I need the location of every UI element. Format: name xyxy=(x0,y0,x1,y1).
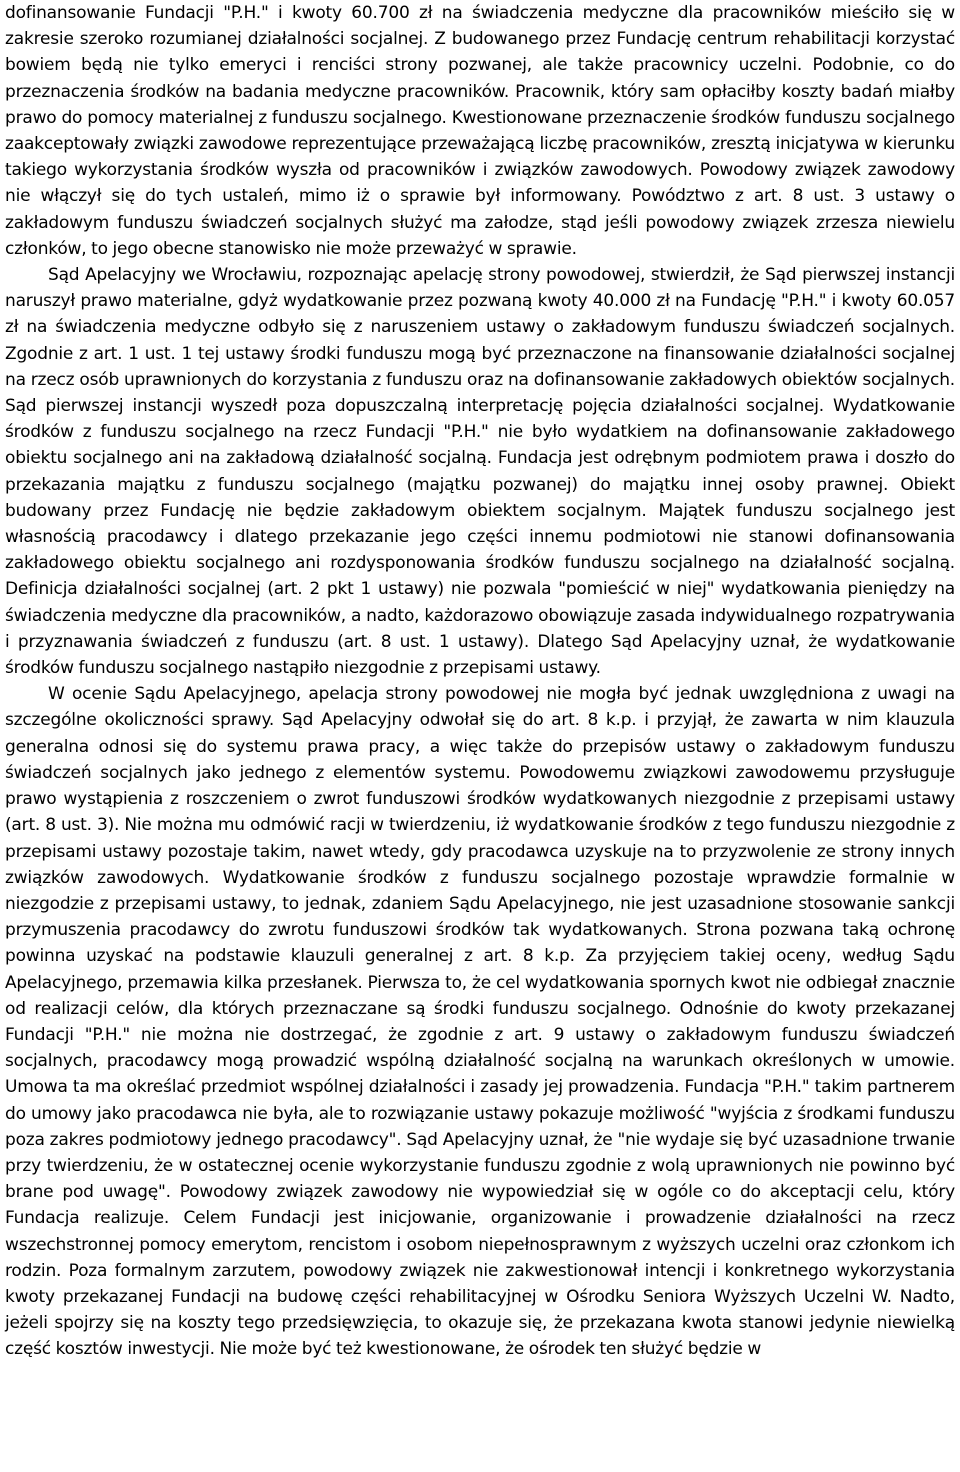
paragraph-2: Sąd Apelacyjny we Wrocławiu, rozpoznając apelację strony powodowej, stwierdził, że Sąd pierwszej instancji naruszył prawo materialne, gdyż wydatkowanie przez pozwaną kwoty 40.000 zł na Fundację "P.H." i kwoty 60.057 zł na świadczenia medyczne odbyło się z naruszeniem ustawy o zakładowym funduszu świadczeń socjalnych. Zgodnie z art. 1 ust. 1 tej ustawy środki funduszu mogą być przeznaczone na finansowanie działalności socjalnej na rzecz osób uprawnionych do korzystania z funduszu oraz na dofinansowanie zakładowych obiektów socjalnych. Sąd pierwszej instancji wyszedł poza dopuszczalną interpretację pojęcia działalności socjalnej. Wydatkowanie środków z funduszu socjalnego na rzecz Fundacji "P.H." nie było wydatkiem na dofinansowanie zakładowego obiektu socjalnego ani na zakładową działalność socjalną. Fundacja jest odrębnym podmiotem prawa i doszło do przekazania majątku z funduszu socjalnego (majątku pozwanej) do majątku innej osoby prawnej. Obiekt budowany przez Fundację nie będzie zakładowym obiektem socjalnym. Majątek funduszu socjalnego jest własnością pracodawcy i dlatego przekazanie jego części innemu podmiotowi nie stanowi dofinansowania zakładowego obiektu socjalnego ani rozdysponowania środków funduszu socjalnego na działalność socjalną. Definicja działalności socjalnej (art. 2 pkt 1 ustawy) nie pozwala "pomieścić w niej" wydatkowania pieniędzy na świadczenia medyczne dla pracowników, a nadto, każdorazowo obowiązuje zasada indywidualnego rozpatrywania i przyznawania świadczeń z funduszu (art. 8 ust. 1 ustawy). Dlatego Sąd Apelacyjny uznał, że wydatkowanie środków funduszu socjalnego nastąpiło niezgodnie z przepisami ustawy. xyxy=(5,265,955,679)
paragraph-3: W ocenie Sądu Apelacyjnego, apelacja strony powodowej nie mogła być jednak uwzględniona z uwagi na szczególne okoliczności sprawy. Sąd Apelacyjny odwołał się do art. 8 k.p. i przyjął, że zawarta w nim klauzula generalna odnosi się do systemu prawa pracy, a więc także do przepisów ustawy o zakładowym funduszu świadczeń socjalnych jako jednego z elementów systemu. Powodowemu związkowi zawodowemu przysługuje prawo wystąpienia z roszczeniem o zwrot funduszowi środków wydatkowanych niezgodnie z przepisami ustawy (art. 8 ust. 3). Nie można mu odmówić racji w twierdzeniu, iż wydatkowanie środków z tego funduszu niezgodnie z przepisami ustawy pozostaje takim, nawet wtedy, gdy pracodawca uzyskuje na to przyzwolenie ze strony innych związków zawodowych. Wydatkowanie środków z funduszu socjalnego pozostaje wprawdzie formalnie w niezgodzie z przepisami ustawy, to jednak, zdaniem Sądu Apelacyjnego, nie jest uzasadnione stosowanie sankcji przymuszenia pracodawcy do zwrotu funduszowi środków tak wydatkowanych. Strona pozwana taką ochronę powinna uzyskać na podstawie klauzuli generalnej z art. 8 k.p. Za przyjęciem takiej oceny, według Sądu Apelacyjnego, przemawia kilka przesłanek. Pierwsza to, że cel wydatkowania spornych kwot nie odbiegał znacznie od realizacji celów, dla których przeznaczane są środki funduszu socjalnego. Odnośnie do kwoty przekazanej Fundacji "P.H." nie można nie dostrzegać, że zgodnie z art. 9 ustawy o zakładowym funduszu świadczeń socjalnych, pracodawcy mogą prowadzić wspólną działalność socjalną na warunkach określonych w umowie. Umowa ta ma określać przedmiot wspólnej działalności i zasady jej prowadzenia. Fundacja "P.H." takim partnerem do umowy jako pracodawca nie była, ale to rozwiązanie ustawy pokazuje możliwość "wyjścia z środkami funduszu poza zakres podmiotowy jednego pracodawcy". Sąd Apelacyjny uznał, że "nie wydaje się być uzasadnione trwanie przy twierdzeniu, że w ostatecznej ocenie wykorzystanie funduszu zgodnie z wolą uprawnionych nie powinno być brane pod uwagę". Powodowy związek zawodowy nie wypowiedział się w ogóle co do akceptacji celu, który Fundacja realizuje. Celem Fundacji jest inicjowanie, organizowanie i prowadzenie działalności na rzecz wszechstronnej pomocy emerytom, rencistom i osobom niepełnosprawnym z wyższych uczelni oraz członkom ich rodzin. Poza formalnym zarzutem, powodowy związek nie zakwestionował intencji i konkretnego wykorzystania kwoty przekazanej Fundacji na budowę części rehabilitacyjnej w Ośrodku Seniora Wyższych Uczelni W. Nadto, jeżeli spojrzy się na koszty tego przedsięwzięcia, to okazuje się, że przekazana kwota stanowi jedynie niewielką część kosztów inwestycji. Nie może być też kwestionowane, że ośrodek ten służyć będzie w xyxy=(5,684,955,1360)
paragraph-1: dofinansowanie Fundacji "P.H." i kwoty 60.700 zł na świadczenia medyczne dla pracowników mieściło się w zakresie szeroko rozumianej działalności socjalnej. Z budowanego przez Fundację centrum rehabilitacji korzystać bowiem będą nie tylko emeryci i renciści strony pozwanej, ale także pracownicy uczelni. Podobnie, co do przeznaczenia środków na badania medyczne pracowników. Pracownik, który sam opłaciłby koszty badań miałby prawo do pomocy materialnej z funduszu socjalnego. Kwestionowane przeznaczenie środków funduszu socjalnego zaakceptowały związki zawodowe reprezentujące przeważającą liczbę pracowników, zresztą inicjatywa w kierunku takiego wykorzystania środków wyszła od pracowników i związków zawodowych. Powodowy związek zawodowy nie włączył się do tych ustaleń, mimo iż o sprawie był informowany. Powództwo z art. 8 ust. 3 ustawy o zakładowym funduszu świadczeń socjalnych służyć ma załodze, stąd jeśli powodowy związek zrzesza niewielu członków, to jego obecne stanowisko nie może przeważyć w sprawie. xyxy=(5,3,955,259)
